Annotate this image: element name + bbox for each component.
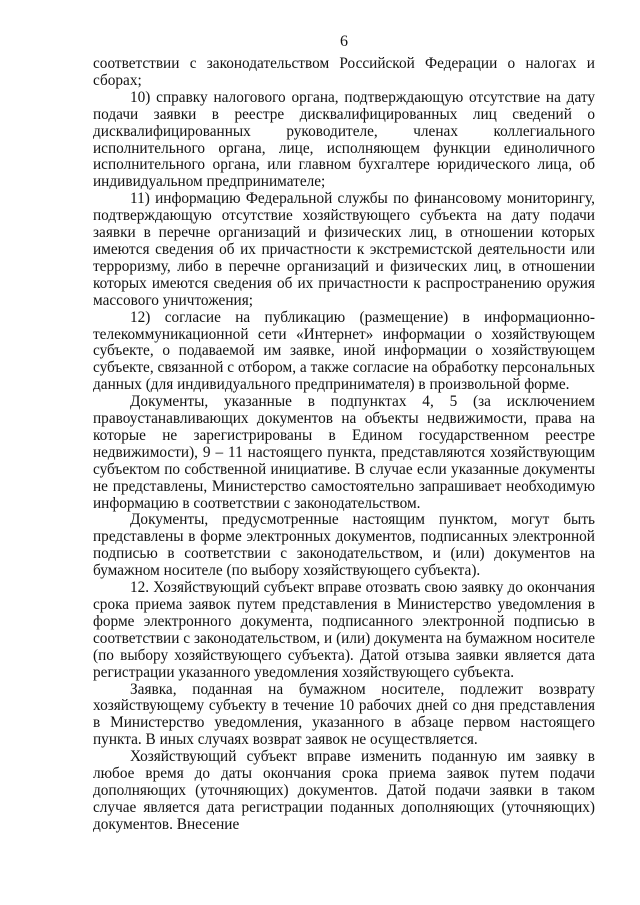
paragraph: соответствии с законодательством Российской Федерации о налогах и сборах; [93, 55, 595, 89]
document-body [93, 56, 595, 834]
page-number: 6 [340, 33, 348, 50]
paragraph: 12. Хозяйствующий субъект вправе отозвать свою заявку до окончания срока приема заявок путем представления в Министерство уведомления в форме электронного документа, подписанного электронной подписью в соответствии с законодательством, и (или) документа на бумажном носителе (по выбору хозяйствующего субъекта). Датой отзыва заявки является дата регистрации указанного уведомления хозяйствующего субъекта. [93, 579, 595, 681]
paragraph: Заявка, поданная на бумажном носителе, подлежит возврату хозяйствующему субъекту в течение 10 рабочих дней со дня представления в Министерство уведомления, указанного в абзаце первом настоящего пункта. В иных случаях возврат заявок не осуществляется. [93, 680, 595, 749]
paragraph: 10) справку налогового органа, подтверждающую отсутствие на дату подачи заявки в реестре дисквалифицированных лиц сведений о дисквалифицированных руководителе, членах коллегиального исполнительного органа, лице, исполняющем функции единоличного исполнительного органа, или главном бухгалтере юридического лица, об индивидуальном предпринимателе; [93, 88, 595, 191]
paragraph: 11) информацию Федеральной службы по финансовому мониторингу, подтверждающую отсутствие хозяйствующего субъекта на дату подачи заявки в перечне организаций и физических лиц, в отношении которых имеются сведения об их причастности к экстремистской деятельности или терроризму, либо в перечне организаций и физических лиц, в отношении которых имеются сведения об их причастности к распространению оружия массового уничтожения; [93, 190, 595, 309]
paragraph: Документы, предусмотренные настоящим пунктом, могут быть представлены в форме электронных документов, подписанных электронной подписью в соответствии с законодательством, и (или) документов на бумажном носителе (по выбору хозяйствующего субъекта). [93, 511, 595, 580]
paragraph: Документы, указанные в подпунктах 4, 5 (за исключением правоустанавливающих документов на объекты недвижимости, права на которые не зарегистрированы в Едином государственном реестре недвижимости), 9 – 11 настоящего пункта, представляются хозяйствующим субъектом по собственной инициативе. В случае если указанные документы не представлены, Министерство самостоятельно запрашивает необходимую информацию в соответствии с законодательством. [93, 393, 595, 512]
paragraph: Хозяйствующий субъект вправе изменить поданную им заявку в любое время до даты окончания срока приема заявок путем подачи дополняющих (уточняющих) документов. Датой подачи заявки в таком случае является дата регистрации поданных дополняющих (уточняющих) документов. Внесение [93, 748, 595, 833]
paragraph: 12) согласие на публикацию (размещение) в информационно-телекоммуникационной сети «Интернет» информации о хозяйствующем субъекте, о подаваемой им заявке, иной информации о хозяйствующем субъекте, связанной с отбором, а также согласие на обработку персональных данных (для индивидуального предпринимателя) в произвольной форме. [93, 308, 595, 394]
